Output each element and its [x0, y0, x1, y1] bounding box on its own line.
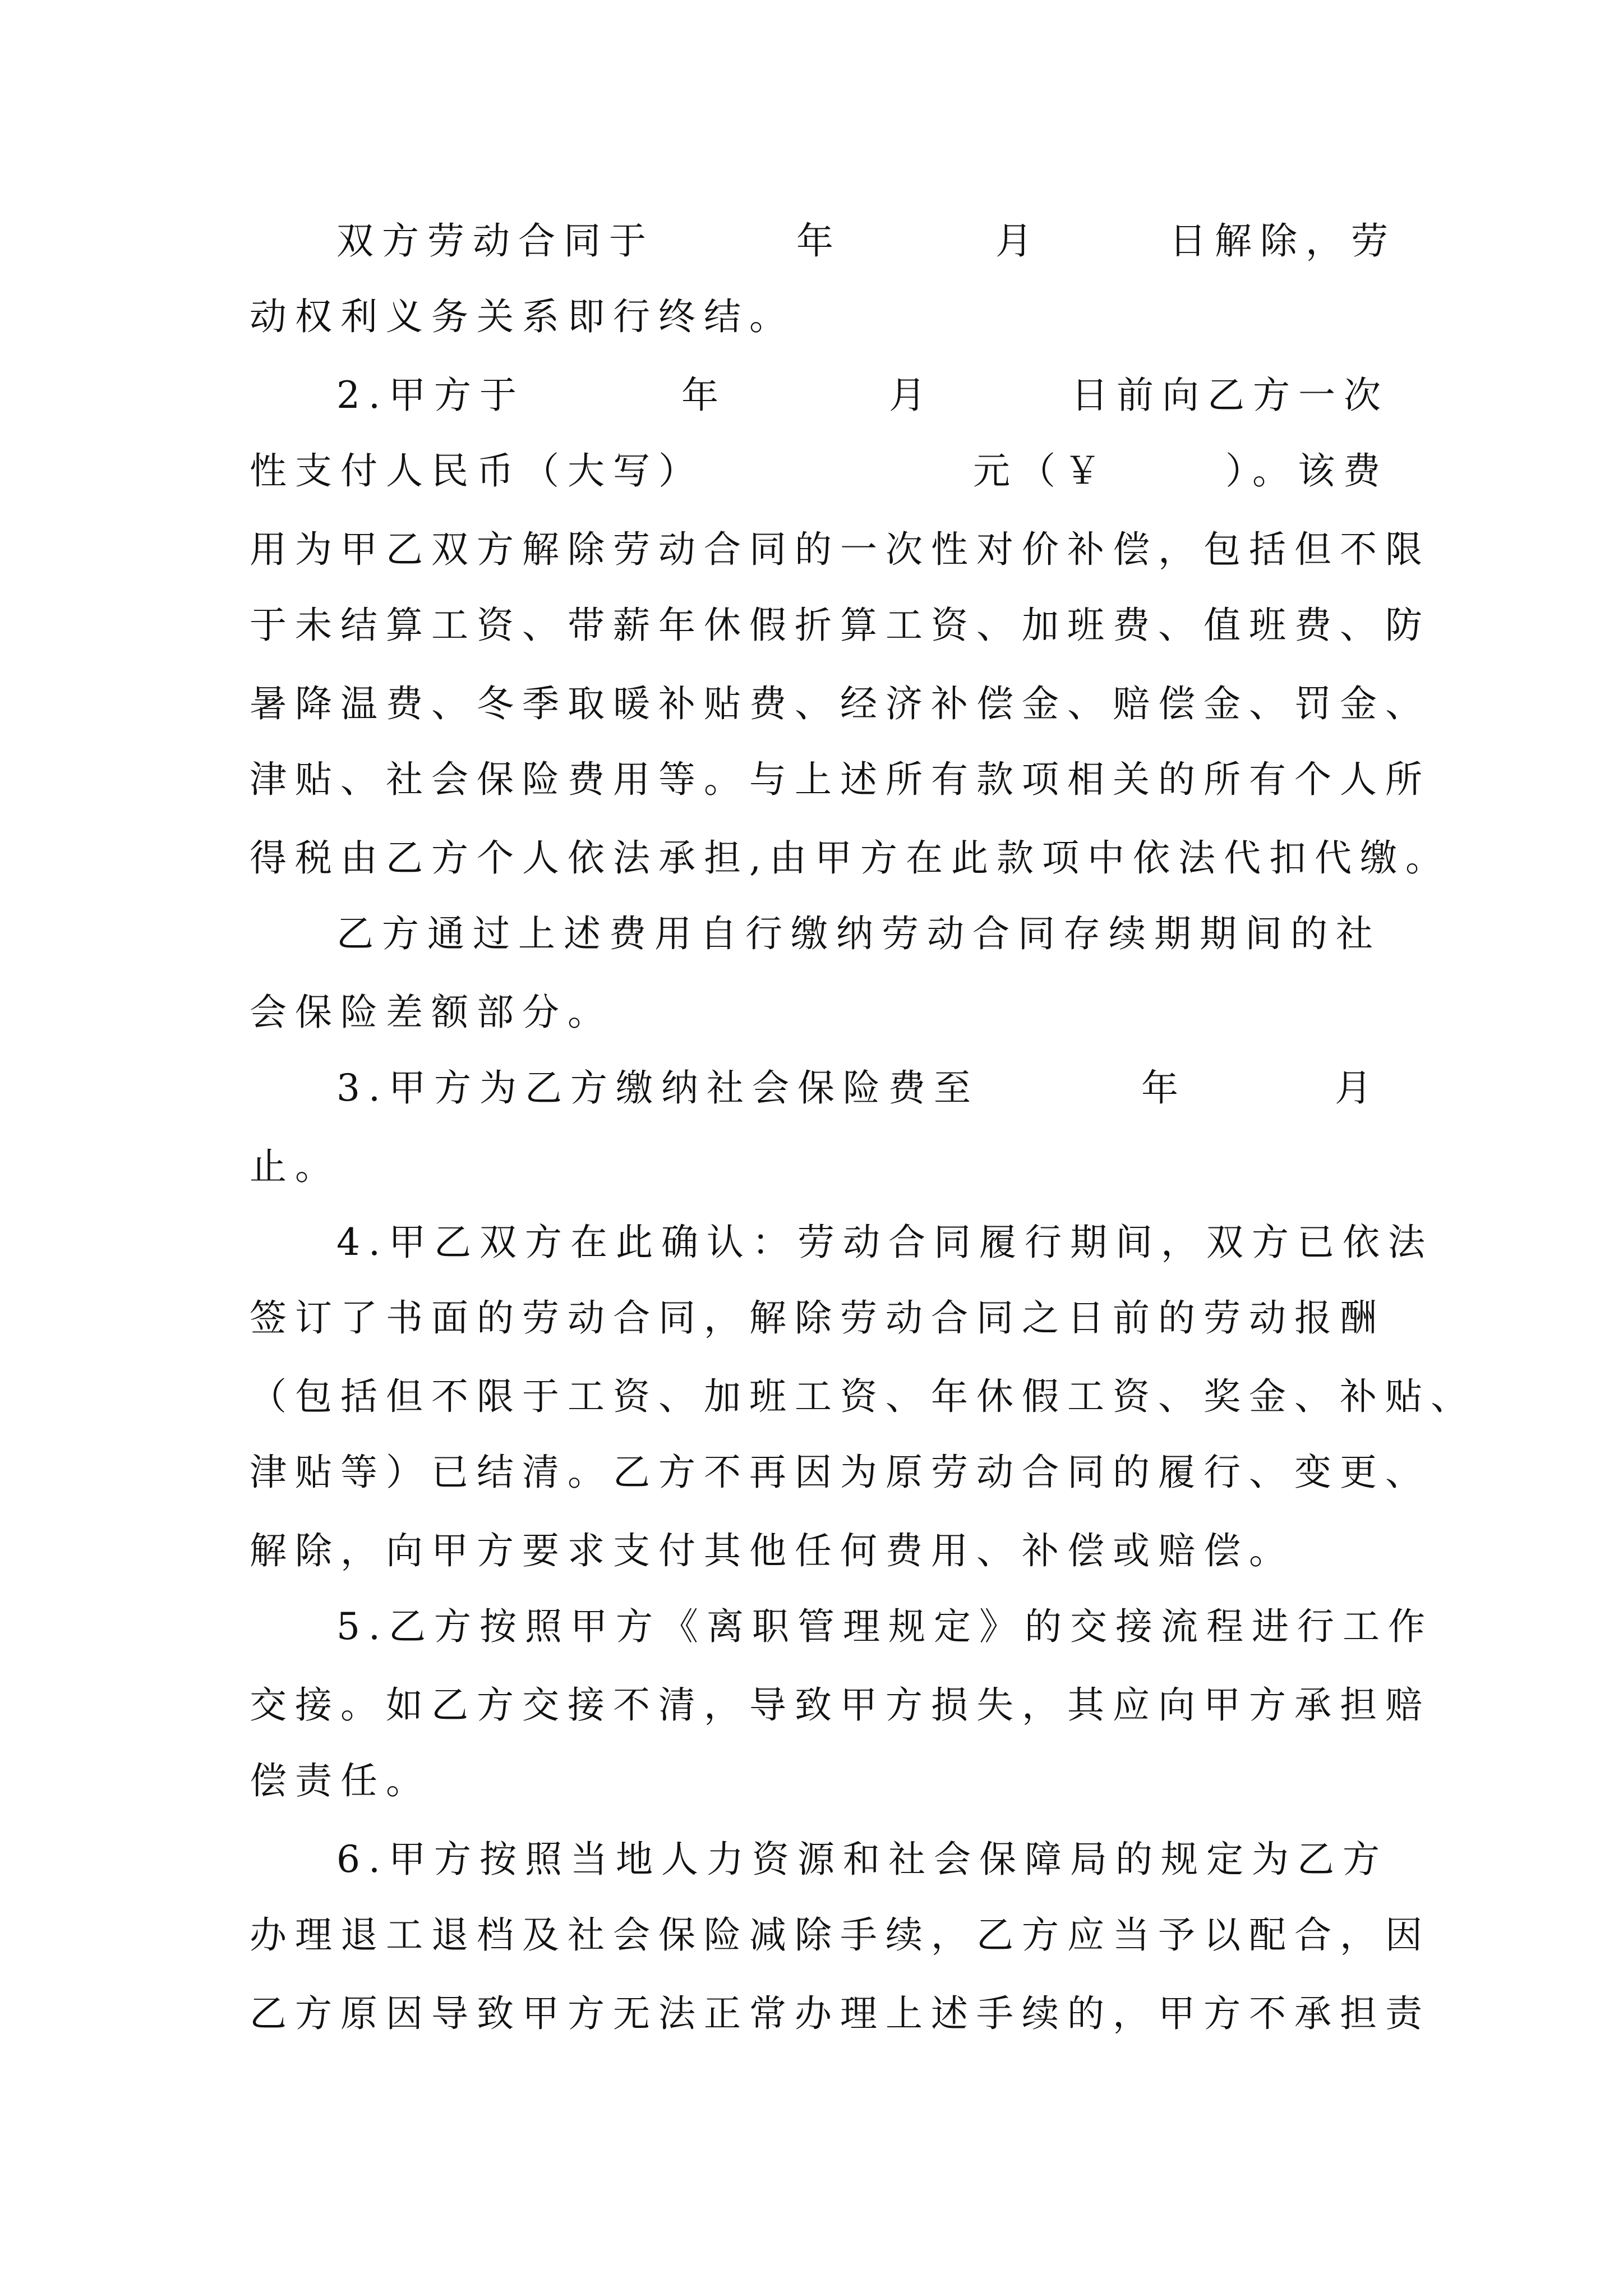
- text-segment: 签订了书面的劳动合同，解除劳动合同之日前的劳动报酬: [250, 1296, 1385, 1340]
- text-segment: 偿责任。: [250, 1759, 431, 1802]
- text-segment: 6.甲方按照当地人力资源和社会保障局的规定为乙方: [336, 1838, 1388, 1881]
- text-segment: 乙方原因导致甲方无法正常办理上述手续的，甲方不承担责: [250, 1992, 1431, 2035]
- text-segment: 日解除，劳: [1169, 219, 1396, 263]
- text-segment: 年: [1141, 1066, 1187, 1110]
- text-segment: ）。该费: [1225, 449, 1389, 493]
- text-segment: 4.甲乙双方在此确认：劳动合同履行期间，双方已依法: [336, 1221, 1433, 1264]
- text-segment: 年: [681, 374, 727, 417]
- text-segment: 年: [796, 219, 842, 263]
- text-segment: 月: [995, 219, 1041, 263]
- text-segment: 2.甲方于: [336, 374, 525, 417]
- text-segment: 津贴、社会保险费用等。与上述所有款项相关的所有个人所: [250, 758, 1431, 801]
- text-segment: 日前向乙方一次: [1071, 374, 1389, 417]
- text-segment: 于未结算工资、带薪年休假折算工资、加班费、值班费、防: [250, 604, 1431, 647]
- text-segment: 会保险差额部分。: [250, 991, 613, 1034]
- text-segment: 办理退工退档及社会保险减除手续，乙方应当予以配合，因: [250, 1913, 1431, 1957]
- text-segment: 月: [1335, 1066, 1380, 1110]
- text-segment: 5.乙方按照甲方《离职管理规定》的交接流程进行工作: [336, 1605, 1433, 1648]
- text-segment: 月: [889, 374, 934, 417]
- text-segment: 用为甲乙双方解除劳动合同的一次性对价补偿，包括但不限: [250, 528, 1431, 571]
- text-segment: 止。: [250, 1145, 340, 1188]
- text-segment: 暑降温费、冬季取暖补贴费、经济补偿金、赔偿金、罚金、: [250, 682, 1431, 725]
- text-segment: 性支付人民币（大写）: [250, 449, 704, 493]
- text-segment: 乙方通过上述费用自行缴纳劳动合同存续期期间的社: [336, 912, 1381, 955]
- text-segment: 交接。如乙方交接不清，导致甲方损失，其应向甲方承担赔: [250, 1683, 1431, 1727]
- text-segment: 动权利义务关系即行终结。: [250, 295, 795, 338]
- text-segment: （包括但不限于工资、加班工资、年休假工资、奖金、补贴、: [250, 1375, 1476, 1418]
- text-segment: 得税由乙方个人依法承担,由甲方在此款项中依法代扣代缴。: [250, 836, 1451, 880]
- text-segment: 3.甲方为乙方缴纳社会保险费至: [336, 1066, 979, 1110]
- text-segment: 元（￥: [973, 449, 1109, 493]
- text-segment: 津贴等）已结清。乙方不再因为原劳动合同的履行、变更、: [250, 1451, 1431, 1494]
- text-segment: 解除，向甲方要求支付其他任何费用、补偿或赔偿。: [250, 1529, 1294, 1572]
- text-segment: 双方劳动合同于: [336, 219, 654, 263]
